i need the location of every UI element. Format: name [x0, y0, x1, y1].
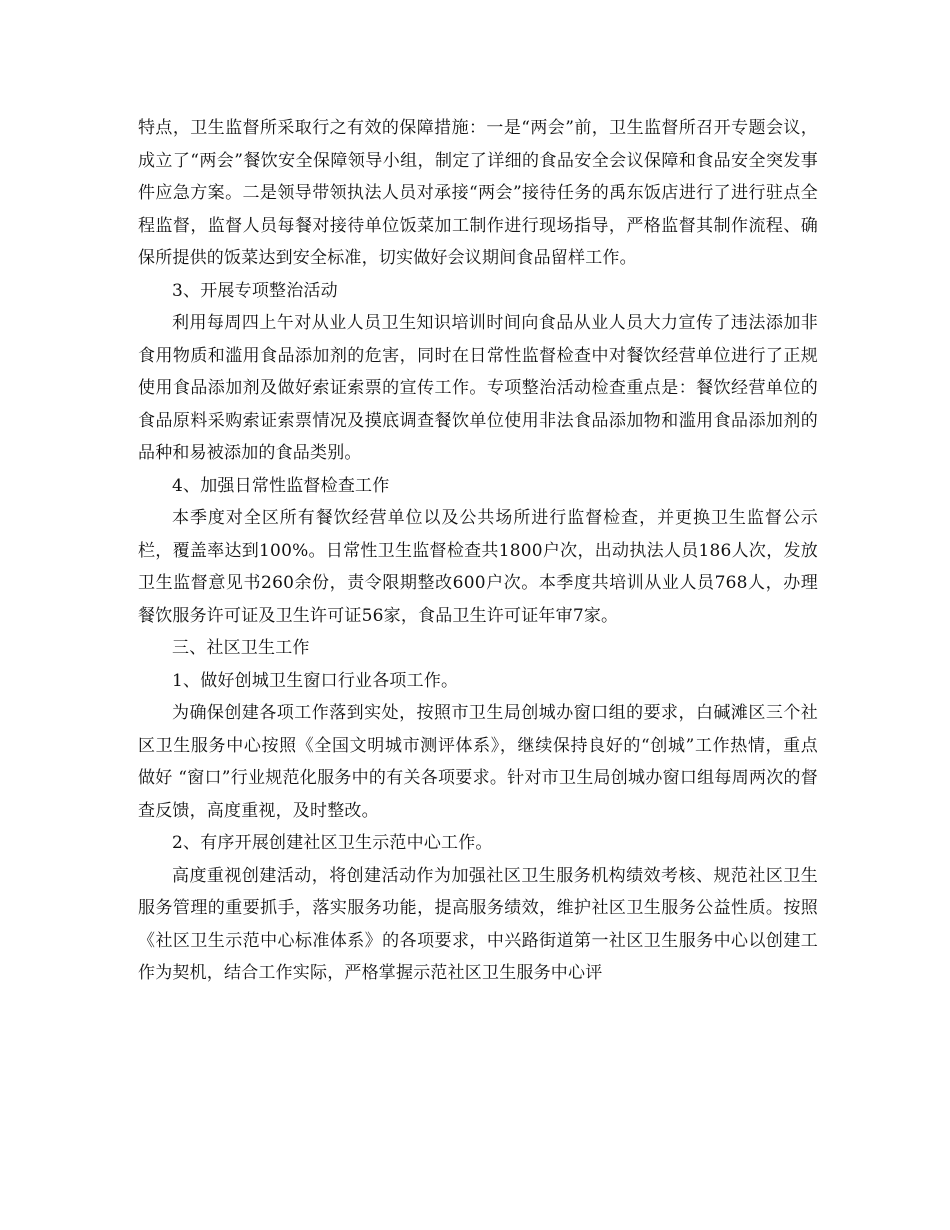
subsection-heading-1: 1、做好创城卫生窗口行业各项工作。: [172, 670, 459, 691]
document-page: [138, 112, 818, 990]
paragraph-routine-inspection: 本季度对全区所有餐饮经营单位以及公共场所进行监督检查，并更换卫生监督公示栏，覆盖率达到100%。日常性卫生监督检查共1800户次，出动执法人员186人次，发放卫生监督意见书260余份，责令限期整改600户次。本季度共培训从业人员768人，办理餐饮服务许可证及卫生许可证56家，食品卫生许可证年审7家。: [138, 508, 818, 626]
paragraph-special-campaign: 利用每周四上午对从业人员卫生知识培训时间向食品从业人员大力宣传了违法添加非食用物质和滥用食品添加剂的危害，同时在日常性监督检查中对餐饮经营单位进行了正规使用食品添加剂及做好索证索票的宣传工作。专项整治活动检查重点是：餐饮经营单位的食品原料采购索证索票情况及摸底调查餐饮单位使用非法食品添加物和滥用食品添加剂的品种和易被添加的食品类别。: [138, 313, 818, 463]
section-heading-3: 3、开展专项整治活动: [172, 280, 338, 301]
paragraph-demonstration-center: 高度重视创建活动，将创建活动作为加强社区卫生服务机构绩效考核、规范社区卫生服务管理的重要抓手，落实服务功能，提高服务绩效，维护社区卫生服务公益性质。按照《社区卫生示范中心标准体系》的各项要求，中兴路街道第一社区卫生服务中心以创建工作为契机，结合工作实际，严格掌握示范社区卫生服务中心评: [138, 865, 818, 983]
section-heading-community-health: 三、社区卫生工作: [172, 638, 310, 658]
section-heading-4: 4、加强日常性监督检查工作: [172, 475, 390, 496]
subsection-heading-2: 2、有序开展创建社区卫生示范中心工作。: [172, 833, 493, 853]
paragraph-1-continuation: 特点，卫生监督所采取行之有效的保障措施：一是“两会”前，卫生监督所召开专题会议，成立了“两会”餐饮安全保障领导小组，制定了详细的食品安全会议保障和食品安全突发事件应急方案。二是领导带领执法人员对承接“两会”接待任务的禹东饭店进行了进行驻点全程监督，监督人员每餐对接待单位饭菜加工制作进行现场指导，严格监督其制作流程、确保所提供的饭菜达到安全标准，切实做好会议期间食品留样工作。: [138, 118, 818, 268]
paragraph-window-industry: 为确保创建各项工作落到实处，按照市卫生局创城办窗口组的要求，白碱滩区三个社区卫生服务中心按照《全国文明城市测评体系》，继续保持良好的“创城”工作热情，重点做好 “窗口”行业规范化服务中的有关各项要求。针对市卫生局创城办窗口组每周两次的督查反馈，高度重视，及时整改。: [138, 703, 818, 821]
